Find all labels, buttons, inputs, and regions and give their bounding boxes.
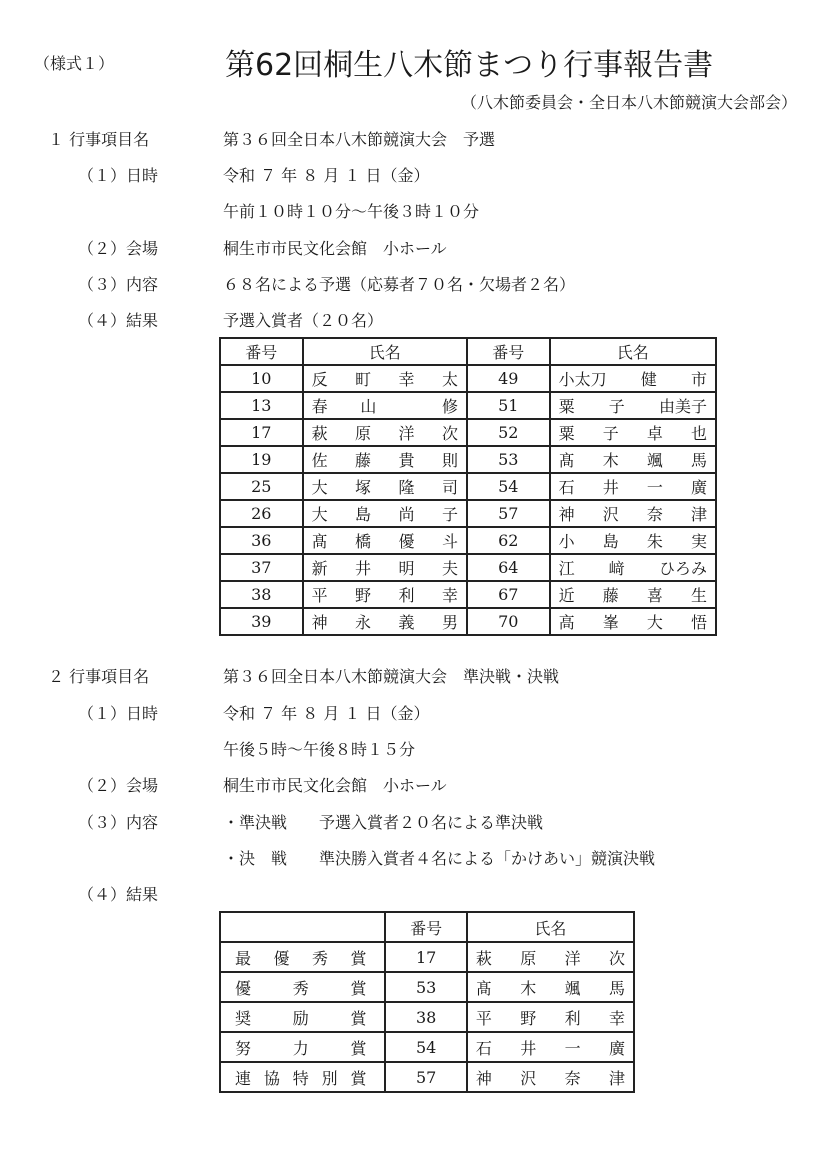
section2-venue: 桐生市市民文化会館 小ホール — [223, 776, 447, 795]
char: 秀 — [292, 978, 309, 998]
entry-number: 26 — [220, 500, 303, 527]
char: 神 — [558, 505, 575, 524]
entry-number: 38 — [385, 1002, 466, 1032]
spaced-text — [476, 1036, 625, 1059]
char: 神 — [475, 1068, 492, 1088]
char: 高 — [558, 613, 575, 632]
char: 賞 — [350, 1068, 367, 1088]
table-row — [220, 365, 716, 392]
section2-content-final: ・決 戦 準決勝入賞者４名による「かけあい」競演決戦 — [223, 849, 656, 868]
char: 斗 — [441, 532, 458, 551]
char: 津 — [690, 505, 707, 524]
section1-venue-label: （２）会場 — [78, 239, 159, 258]
table-row — [220, 1032, 634, 1062]
entry-number: 54 — [385, 1032, 466, 1062]
spaced-text — [312, 475, 458, 498]
entry-name — [467, 1062, 634, 1092]
entry-name — [303, 419, 467, 446]
section2-date: 令和 ７ 年 ８ 月 １ 日（金） — [223, 704, 430, 723]
section1-event-name: 第３６回全日本八木節競演大会 予選 — [223, 130, 496, 149]
char: 子 — [602, 424, 619, 443]
char: 野 — [355, 586, 372, 605]
char: 髙 — [475, 978, 492, 998]
char: 別 — [321, 1068, 338, 1088]
char: 颯 — [646, 451, 663, 470]
header-number: 番号 — [467, 338, 550, 365]
entry-number: 37 — [220, 554, 303, 581]
section1-time: 午前１０時１０分～午後３時１０分 — [223, 202, 480, 221]
char: 石 — [558, 478, 575, 497]
spaced-text — [559, 421, 707, 444]
entry-number: 54 — [467, 473, 550, 500]
entry-number: 10 — [220, 365, 303, 392]
entry-number: 70 — [467, 608, 550, 635]
award-name — [220, 1062, 385, 1092]
char: 奈 — [646, 505, 663, 524]
char: 一 — [564, 1038, 581, 1058]
char: 島 — [602, 532, 619, 551]
entry-name — [550, 419, 716, 446]
spaced-text — [312, 583, 458, 606]
section1-date: 令和 ７ 年 ８ 月 １ 日（金） — [223, 166, 430, 185]
char: 廣 — [608, 1038, 625, 1058]
spaced-text — [235, 1036, 366, 1059]
char: 野 — [520, 1008, 537, 1028]
entry-number: 57 — [385, 1062, 466, 1092]
char: 沢 — [602, 505, 619, 524]
char: 橋 — [355, 532, 372, 551]
spaced-text — [312, 394, 458, 417]
form-number: （様式１） — [34, 54, 115, 73]
char: 﨑 — [608, 559, 625, 578]
char: 由美子 — [658, 397, 707, 416]
entry-number: 39 — [220, 608, 303, 635]
char: 春 — [311, 397, 328, 416]
char: 優 — [235, 978, 252, 998]
char: 洋 — [564, 948, 581, 968]
spaced-text — [235, 1066, 366, 1089]
char: 賞 — [350, 978, 367, 998]
char: 連 — [235, 1068, 252, 1088]
char: 大 — [311, 505, 328, 524]
entry-name — [550, 500, 716, 527]
char: 利 — [564, 1008, 581, 1028]
char: 幸 — [398, 370, 415, 389]
table-row — [220, 392, 716, 419]
table-row — [220, 419, 716, 446]
entry-name — [303, 500, 467, 527]
table-row — [220, 972, 634, 1002]
char: 奈 — [564, 1068, 581, 1088]
char: 江 — [558, 559, 575, 578]
char: 原 — [520, 948, 537, 968]
spaced-text — [559, 448, 707, 471]
entry-name — [303, 608, 467, 635]
entry-name — [550, 581, 716, 608]
char: 平 — [475, 1008, 492, 1028]
page-title: 第62回桐生八木節まつり行事報告書 — [225, 48, 714, 83]
section2-content-semifinal: ・準決戦 予選入賞者２０名による準決戦 — [223, 813, 544, 832]
char: 喜 — [646, 586, 663, 605]
char: 反 — [311, 370, 328, 389]
spaced-text — [476, 1006, 625, 1029]
spaced-text — [476, 976, 625, 999]
char: 萩 — [311, 424, 328, 443]
section2-label: ２ 行事項目名 — [48, 667, 150, 686]
entry-number: 67 — [467, 581, 550, 608]
char: 市 — [690, 370, 707, 389]
char: 子 — [441, 505, 458, 524]
entry-number: 51 — [467, 392, 550, 419]
char: 協 — [263, 1068, 280, 1088]
char: 卓 — [646, 424, 663, 443]
char: 石 — [475, 1038, 492, 1058]
spaced-text — [235, 1006, 366, 1029]
char: 大 — [646, 613, 663, 632]
char: 悟 — [690, 613, 707, 632]
char: 平 — [311, 586, 328, 605]
entry-number: 25 — [220, 473, 303, 500]
entry-number: 49 — [467, 365, 550, 392]
entry-name — [467, 1002, 634, 1032]
entry-name — [303, 581, 467, 608]
header-number: 番号 — [385, 912, 466, 942]
entry-name — [550, 446, 716, 473]
spaced-text — [559, 610, 707, 633]
header-name: 氏名 — [303, 338, 467, 365]
spaced-text — [559, 529, 707, 552]
spaced-text — [476, 946, 625, 969]
spaced-text — [312, 610, 458, 633]
entry-name — [303, 365, 467, 392]
char: 貴 — [398, 451, 415, 470]
final-results-table — [219, 911, 635, 1093]
entry-number: 52 — [467, 419, 550, 446]
char: 井 — [602, 478, 619, 497]
char: 健 — [640, 370, 657, 389]
section2-result-label: （４）結果 — [78, 885, 159, 904]
entry-number: 36 — [220, 527, 303, 554]
char: 優 — [398, 532, 415, 551]
header-name: 氏名 — [550, 338, 716, 365]
header-award — [220, 912, 385, 942]
award-name — [220, 972, 385, 1002]
char: 秀 — [311, 948, 328, 968]
table-header-row — [220, 338, 716, 365]
section1-result: 予選入賞者（２０名） — [223, 311, 384, 330]
char: 藤 — [602, 586, 619, 605]
char: 髙 — [311, 532, 328, 551]
char: 生 — [690, 586, 707, 605]
organizer: （八木節委員会・全日本八木節競演大会部会） — [460, 93, 797, 112]
entry-name — [550, 554, 716, 581]
spaced-text — [312, 529, 458, 552]
char: 夫 — [441, 559, 458, 578]
spaced-text — [476, 1066, 625, 1089]
char: 原 — [355, 424, 372, 443]
char: 力 — [292, 1038, 309, 1058]
section2-event-name: 第３６回全日本八木節競演大会 準決戦・決戦 — [223, 667, 560, 686]
preliminary-winners-table — [219, 337, 717, 636]
char: 義 — [398, 613, 415, 632]
char: 塚 — [355, 478, 372, 497]
entry-name — [550, 527, 716, 554]
char: 賞 — [350, 1008, 367, 1028]
spaced-text — [559, 583, 707, 606]
spaced-text — [312, 556, 458, 579]
table-row — [220, 446, 716, 473]
header-name: 氏名 — [467, 912, 634, 942]
entry-name — [303, 446, 467, 473]
award-name — [220, 942, 385, 972]
char: 修 — [441, 397, 458, 416]
spaced-text — [312, 502, 458, 525]
table-row — [220, 527, 716, 554]
char: 幸 — [608, 1008, 625, 1028]
char: 粟 — [558, 424, 575, 443]
char: 男 — [441, 613, 458, 632]
char: 優 — [273, 948, 290, 968]
char: 幸 — [441, 586, 458, 605]
char: 沢 — [520, 1068, 537, 1088]
char: 小 — [558, 532, 575, 551]
spaced-text — [559, 556, 707, 579]
entry-name — [303, 527, 467, 554]
table-row — [220, 1062, 634, 1092]
section2-venue-label: （２）会場 — [78, 776, 159, 795]
char: 利 — [398, 586, 415, 605]
char: 也 — [690, 424, 707, 443]
section1-content-label: （３）内容 — [78, 275, 159, 294]
char: 藤 — [355, 451, 372, 470]
char: 朱 — [646, 532, 663, 551]
char: 近 — [558, 586, 575, 605]
char: 木 — [602, 451, 619, 470]
char: 大 — [311, 478, 328, 497]
section1-content: ６８名による予選（応募者７０名・欠場者２名） — [223, 275, 576, 294]
spaced-text — [312, 367, 458, 390]
entry-name — [550, 365, 716, 392]
spaced-text — [235, 976, 366, 999]
char: 賞 — [350, 948, 367, 968]
spaced-text — [559, 394, 707, 417]
char: 神 — [311, 613, 328, 632]
entry-number: 17 — [385, 942, 466, 972]
char: 峯 — [602, 613, 619, 632]
char: 最 — [235, 948, 252, 968]
char: 木 — [520, 978, 537, 998]
char: 颯 — [564, 978, 581, 998]
char: 山 — [360, 397, 377, 416]
char: 則 — [441, 451, 458, 470]
char: 永 — [355, 613, 372, 632]
entry-number: 57 — [467, 500, 550, 527]
char: ひろみ — [658, 559, 707, 578]
entry-name — [467, 972, 634, 1002]
entry-name — [550, 392, 716, 419]
entry-number: 13 — [220, 392, 303, 419]
entry-number: 53 — [467, 446, 550, 473]
char: 町 — [355, 370, 372, 389]
entry-number: 38 — [220, 581, 303, 608]
section2-date-label: （１）日時 — [78, 704, 159, 723]
section1-result-label: （４）結果 — [78, 311, 159, 330]
char: 佐 — [311, 451, 328, 470]
entry-number: 62 — [467, 527, 550, 554]
entry-name — [550, 608, 716, 635]
char: 粟 — [558, 397, 575, 416]
char: 新 — [311, 559, 328, 578]
entry-number: 64 — [467, 554, 550, 581]
table-row — [220, 608, 716, 635]
char: 努 — [235, 1038, 252, 1058]
entry-name — [303, 554, 467, 581]
table-row — [220, 554, 716, 581]
entry-number: 19 — [220, 446, 303, 473]
section1-date-label: （１）日時 — [78, 166, 159, 185]
char: 廣 — [690, 478, 707, 497]
char: 井 — [355, 559, 372, 578]
table-row — [220, 1002, 634, 1032]
header-number: 番号 — [220, 338, 303, 365]
char: 奨 — [235, 1008, 252, 1028]
char: 馬 — [690, 451, 707, 470]
entry-name — [467, 1032, 634, 1062]
entry-name — [303, 392, 467, 419]
section1-venue: 桐生市市民文化会館 小ホール — [223, 239, 447, 258]
char: 司 — [441, 478, 458, 497]
char: 洋 — [398, 424, 415, 443]
char: 馬 — [608, 978, 625, 998]
char: 一 — [646, 478, 663, 497]
spaced-text — [559, 502, 707, 525]
char: 小太刀 — [558, 370, 607, 389]
char: 実 — [690, 532, 707, 551]
spaced-text — [312, 421, 458, 444]
char: 津 — [608, 1068, 625, 1088]
spaced-text — [559, 475, 707, 498]
table-header-row — [220, 912, 634, 942]
spaced-text — [559, 367, 707, 390]
char: 井 — [520, 1038, 537, 1058]
spaced-text — [235, 946, 366, 969]
table-row — [220, 581, 716, 608]
char: 太 — [441, 370, 458, 389]
entry-name — [550, 473, 716, 500]
award-name — [220, 1032, 385, 1062]
char: 次 — [441, 424, 458, 443]
entry-name — [303, 473, 467, 500]
char: 特 — [292, 1068, 309, 1088]
char: 子 — [608, 397, 625, 416]
entry-number: 53 — [385, 972, 466, 1002]
char: 励 — [292, 1008, 309, 1028]
char: 髙 — [558, 451, 575, 470]
section1-label: １ 行事項目名 — [48, 130, 150, 149]
entry-number: 17 — [220, 419, 303, 446]
char: 賞 — [350, 1038, 367, 1058]
char: 尚 — [398, 505, 415, 524]
table-row — [220, 500, 716, 527]
entry-name — [467, 942, 634, 972]
table-row — [220, 473, 716, 500]
char: 隆 — [398, 478, 415, 497]
section2-time: 午後５時～午後８時１５分 — [223, 740, 416, 759]
char: 明 — [398, 559, 415, 578]
table-row — [220, 942, 634, 972]
char: 次 — [608, 948, 625, 968]
char: 島 — [355, 505, 372, 524]
section2-content-label: （３）内容 — [78, 813, 159, 832]
char: 萩 — [475, 948, 492, 968]
spaced-text — [312, 448, 458, 471]
award-name — [220, 1002, 385, 1032]
